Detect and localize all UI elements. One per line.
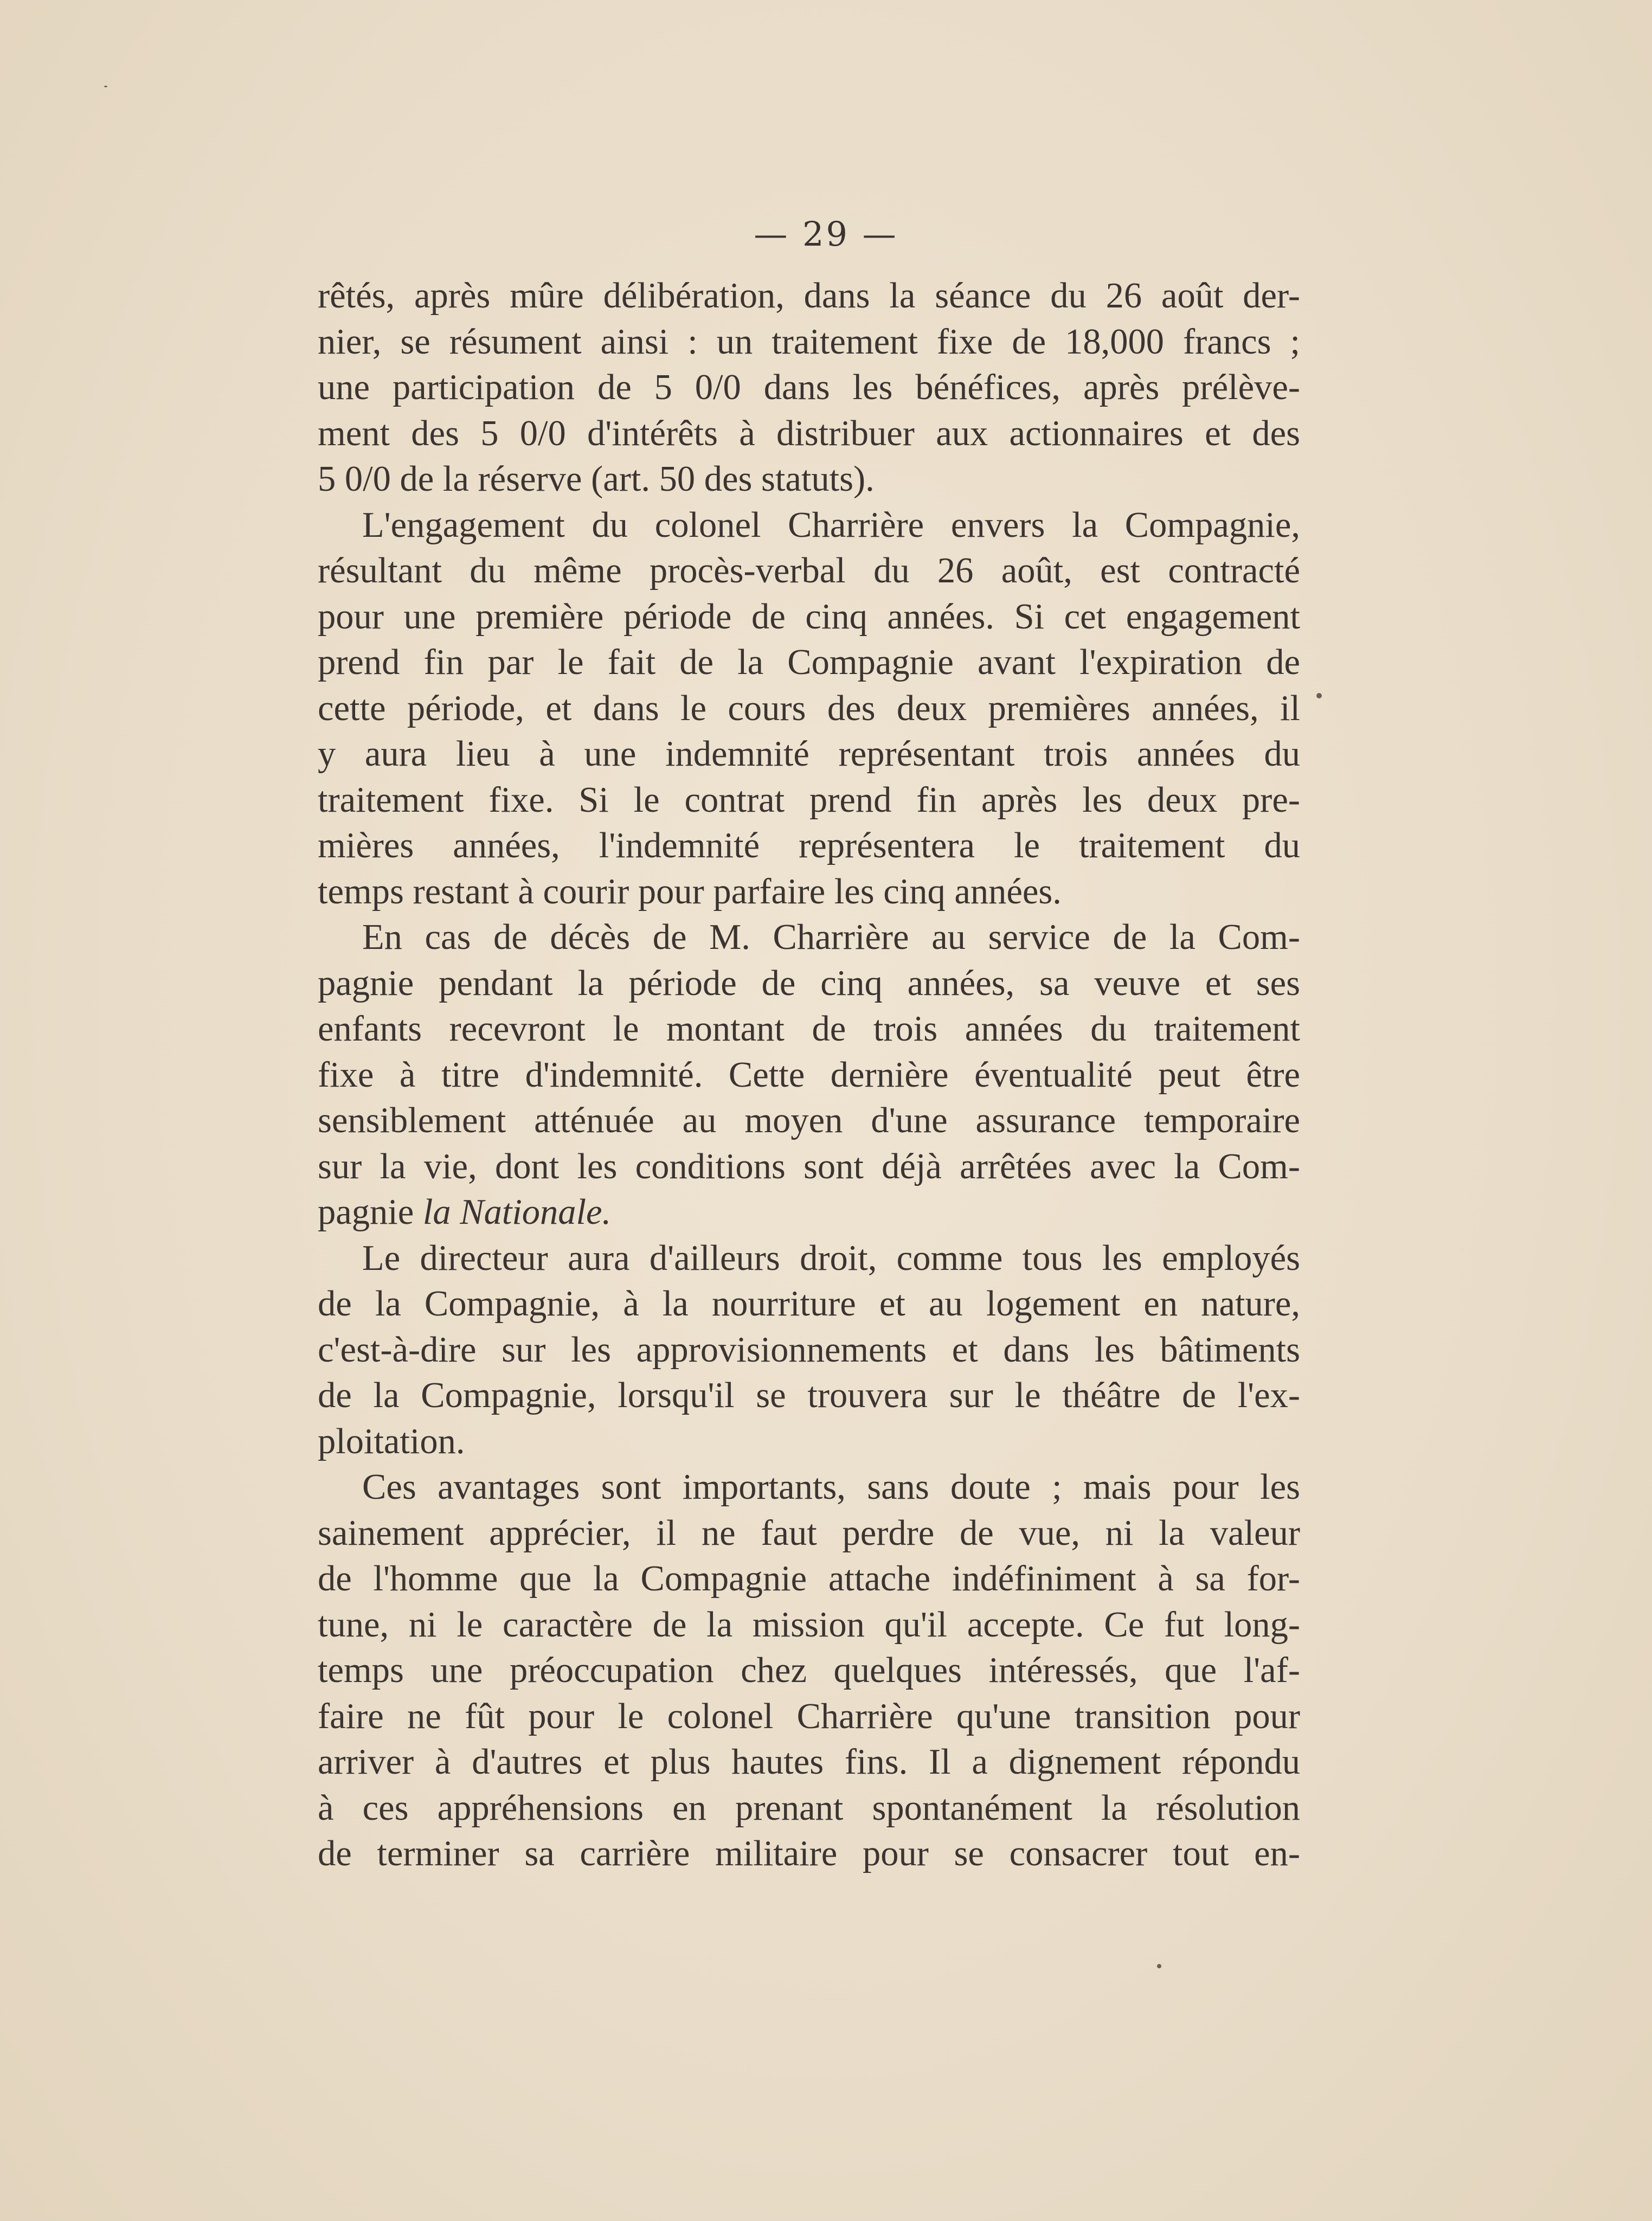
- paper-speck: [1316, 693, 1322, 698]
- paragraph-start-line: L'engagement du colonel Charrière envers la Compagnie,: [362, 505, 1300, 545]
- text-line: sainement apprécier, il ne faut perdre de vue, ni la valeur: [318, 1513, 1300, 1553]
- body-text: [318, 273, 1300, 1877]
- paragraph-start-line: Ces avantages sont importants, sans doute ; mais pour les: [362, 1467, 1300, 1507]
- text-line: temps une préoccupation chez quelques intéressés, que l'af-: [318, 1651, 1300, 1690]
- text-line: sensiblement atténuée au moyen d'une assurance temporaire: [318, 1101, 1300, 1140]
- text-line: nier, se résument ainsi : un traitement fixe de 18,000 francs ;: [318, 322, 1300, 362]
- text-line: résultant du même procès-verbal du 26 août, est contracté: [318, 551, 1300, 590]
- text-line: de terminer sa carrière militaire pour se consacrer tout en-: [318, 1834, 1300, 1873]
- text-line: de la Compagnie, lorsqu'il se trouvera sur le théâtre de l'ex-: [318, 1376, 1300, 1415]
- paper-speck: [1157, 1964, 1161, 1968]
- text-line: ment des 5 0/0 d'intérêts à distribuer aux actionnaires et des: [318, 413, 1300, 453]
- text-line: pagnie pendant la période de cinq années, sa veuve et ses: [318, 963, 1300, 1003]
- text-line: temps restant à courir pour parfaire les cinq années.: [318, 871, 1062, 911]
- text-line: enfants recevront le montant de trois années du traitement: [318, 1009, 1300, 1049]
- italic-company-name: la Nationale.: [422, 1192, 612, 1232]
- text-line: tune, ni le caractère de la mission qu'il accepte. Ce fut long-: [318, 1604, 1300, 1645]
- text-line: faire ne fût pour le colonel Charrière qu'une transition pour: [318, 1696, 1300, 1736]
- text-line: cette période, et dans le cours des deux premières années, il: [318, 688, 1300, 728]
- text-line: 5 0/0 de la réserve (art. 50 des statuts).: [318, 459, 875, 499]
- text-line: de la Compagnie, à la nourriture et au logement en nature,: [318, 1284, 1300, 1324]
- text-line: une participation de 5 0/0 dans les bénéfices, après prélève-: [318, 368, 1300, 407]
- text-line: y aura lieu à une indemnité représentant trois années du: [318, 734, 1300, 774]
- text-line: rêtés, après mûre délibération, dans la séance du 26 août der-: [318, 276, 1300, 316]
- text-line: pour une première période de cinq années. Si cet engagement: [318, 596, 1300, 637]
- text-line: fixe à titre d'indemnité. Cette dernière éventualité peut être: [318, 1055, 1300, 1095]
- text-line: sur la vie, dont les conditions sont déjà arrêtées avec la Com-: [318, 1146, 1300, 1186]
- text-line: arriver à d'autres et plus hautes fins. Il a dignement répondu: [318, 1742, 1300, 1782]
- text-line: à ces appréhensions en prenant spontanément la résolution: [318, 1788, 1300, 1828]
- page-number: — 29 —: [754, 214, 898, 254]
- paragraph-start-line: Le directeur aura d'ailleurs droit, comme tous les employés: [362, 1238, 1300, 1278]
- text-line: prend fin par le fait de la Compagnie avant l'expiration de: [318, 643, 1300, 682]
- paragraph-start-line: En cas de décès de M. Charrière au service de la Com-: [362, 917, 1300, 957]
- text-line: mières années, l'indemnité représentera le traitement du: [318, 826, 1300, 865]
- text-line: traitement fixe. Si le contrat prend fin après les deux pre-: [318, 780, 1300, 820]
- paper-speck: [104, 86, 107, 87]
- text-line-fragment: pagnie: [318, 1192, 423, 1232]
- text-line: ploitation.: [318, 1421, 465, 1461]
- text-line-with-italic: [318, 1190, 1300, 1236]
- text-line: c'est-à-dire sur les approvisionnements et dans les bâtiments: [318, 1330, 1300, 1370]
- text-line: de l'homme que la Compagnie attache indéfiniment à sa for-: [318, 1559, 1300, 1599]
